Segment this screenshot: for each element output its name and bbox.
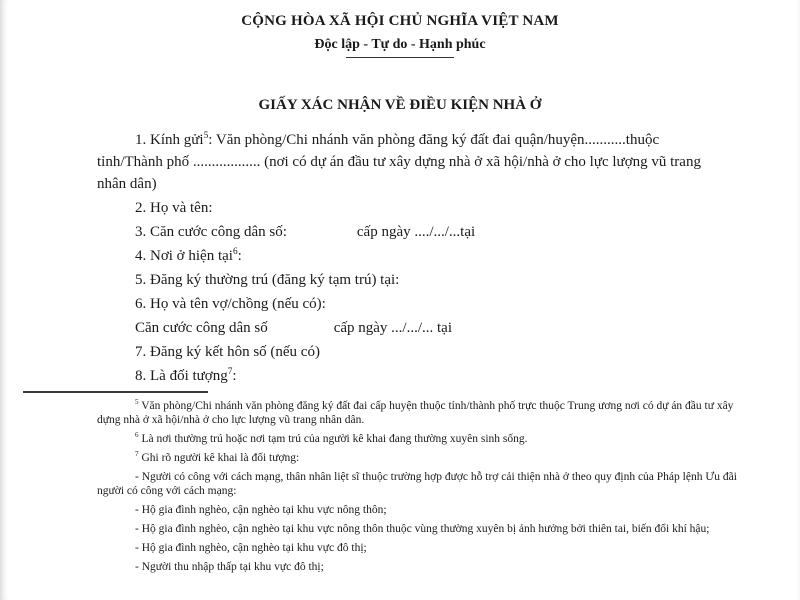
form-item-id-number-label: 3. Căn cước công dân số: (135, 224, 287, 240)
national-header (0, 0, 800, 58)
footnote-6-text: Là nơi thường trú hoặc nơi tạm trú của người kê khai đang thường xuyên sinh sống. (138, 433, 528, 445)
footnote-5-text: Văn phòng/Chi nhánh văn phòng đăng ký đất đai cấp huyện thuộc tỉnh/thành phố trực thuộc Trung ương nơi có dự án đầu tư xây dựng nhà ở xã hội/nhà ở cho lực lượng vũ trang nhân dân. (97, 400, 734, 426)
footnote-ref-5: 5 (203, 131, 209, 141)
form-item-fullname: 2. Họ và tên: (135, 200, 213, 216)
document-title: GIẤY XÁC NHẬN VỀ ĐIỀU KIỆN NHÀ Ở (258, 97, 542, 113)
form-item-spouse-id-label: Căn cước công dân số (135, 320, 268, 336)
form-item-id-number-issued: cấp ngày ..../.../...tại (356, 224, 476, 240)
form-item-recipient (97, 129, 716, 195)
footnote-7-bullet-1: - Người có công với cách mạng, thân nhân liệt sĩ thuộc trường hợp được hỗ trợ cải thiện nhà ở theo quy định của Pháp lệnh Ưu đãi người có công với cách mạng: (97, 471, 737, 497)
motto-divider (346, 57, 454, 58)
form-item-beneficiary-type (97, 365, 716, 387)
form-item-recipient-pre: 1. Kính gửi (135, 132, 204, 148)
footnote-ref-6: 6 (232, 247, 238, 257)
footnote-5 (97, 399, 756, 427)
national-motto: Độc lập - Tự do - Hạnh phúc (314, 37, 486, 52)
footnote-separator (23, 391, 208, 393)
form-item-recipient-text: : Văn phòng/Chi nhánh văn phòng đăng ký đất đai quận/huyện...........thuộc tỉnh/Thành phố .................. (nơi có dự án đầu tư xây dựng nhà ở xã hội/nhà ở cho lực lượng vũ trang nhân dân) (97, 132, 701, 192)
form-item-beneficiary-type-post: : (232, 368, 237, 384)
footnote-6 (97, 432, 756, 446)
form-item-current-residence (97, 245, 716, 267)
footnote-7-bullet-4: - Hộ gia đình nghèo, cận nghèo tại khu vực đô thị; (135, 542, 367, 554)
form-item-permanent-residence: 5. Đăng ký thường trú (đăng ký tạm trú) tại: (135, 272, 400, 288)
form-item-current-residence-post: : (237, 248, 242, 264)
form-body (0, 129, 800, 387)
form-item-spouse-id (97, 317, 716, 339)
footnote-6-marker: 6 (135, 431, 139, 440)
footnote-7 (97, 451, 756, 465)
form-item-marriage-cert: 7. Đăng ký kết hôn số (nếu có) (135, 344, 320, 360)
form-item-beneficiary-type-pre: 8. Là đối tượng (135, 368, 228, 384)
footnote-7-bullet-5: - Người thu nhập thấp tại khu vực đô thị; (135, 561, 324, 573)
footnote-7-text: Ghi rõ người kê khai là đối tượng: (138, 452, 300, 464)
footnote-7-bullet-3: - Hộ gia đình nghèo, cận nghèo tại khu vực nông thôn thuộc vùng thường xuyên bị ảnh hưởng bởi thiên tai, biến đổi khí hậu; (135, 523, 710, 535)
footnotes-section (0, 399, 800, 574)
footnote-7-marker: 7 (135, 450, 139, 459)
form-item-id-number (97, 221, 716, 243)
national-title: CỘNG HÒA XÃ HỘI CHỦ NGHĨA VIỆT NAM (241, 13, 559, 29)
form-item-spouse-name: 6. Họ và tên vợ/chồng (nếu có): (135, 296, 326, 312)
form-item-current-residence-pre: 4. Nơi ở hiện tại (135, 248, 233, 264)
footnote-5-marker: 5 (135, 398, 139, 407)
footnote-7-bullet-2: - Hộ gia đình nghèo, cận nghèo tại khu vực nông thôn; (135, 504, 387, 516)
form-item-spouse-id-issued: cấp ngày .../.../... tại (333, 320, 453, 336)
footnote-ref-7: 7 (227, 367, 233, 377)
